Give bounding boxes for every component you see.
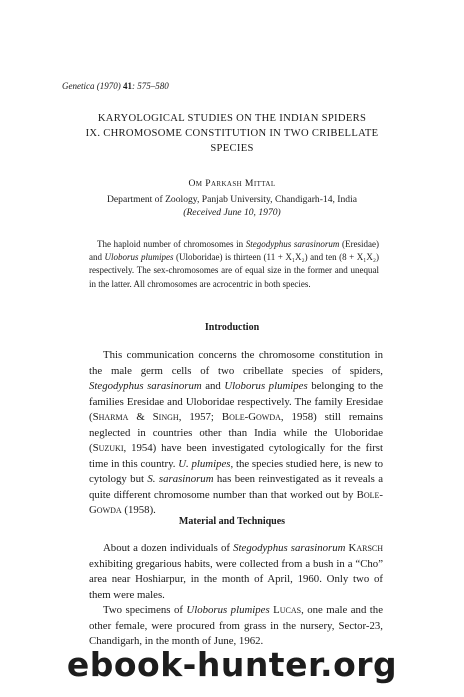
title-line-2: IX. CHROMOSOME CONSTITUTION IN TWO CRIBELLATE: [85, 128, 379, 139]
article-title: [0, 111, 464, 156]
methods-body: [89, 541, 383, 650]
species-name: Uloborus plumipes: [104, 252, 174, 263]
species-name: U. plumipes: [178, 457, 231, 470]
abstract-text: (Uloboridae) is thirteen (11 + X₁X₂) and ten (8 + X₁X₂) respectively. The sex-chromosomes are of equal size in the former and unequal in the latter. All chromosomes are acrocentric in both species.: [89, 252, 379, 289]
body-text: , 1954) have been investigated cytologically for the first time in this country.: [89, 442, 383, 470]
journal-name: Genetica: [62, 81, 95, 91]
species-name: Stegodyphus sarasinorum: [233, 542, 346, 554]
body-text: has been reinvestigated as it reveals a quite different chromosome number than that worked out by: [89, 473, 384, 501]
species-name: S. sarasinorum: [147, 473, 214, 485]
author-name: [0, 178, 464, 189]
cited-author: Bole-Gowda: [221, 411, 281, 423]
methods-paragraph-1: [89, 541, 383, 603]
affiliation: [0, 193, 464, 219]
body-text: About a dozen individuals of: [103, 542, 230, 554]
body-text: , 1958) still remains neglected in countries other than India while the Uloboridae (: [89, 411, 383, 454]
body-text: , 1957;: [178, 411, 214, 423]
cited-author: Karsch: [348, 542, 384, 554]
body-text: , one male and the other female, were procured from grass in the nursery, Sector-23, Chandigarh, in the month of June, 1962.: [89, 604, 383, 647]
body-text: (1958).: [124, 504, 156, 516]
received-date: [0, 206, 464, 219]
species-name: Stegodyphus sarasinorum: [89, 380, 202, 392]
introduction-paragraph: [89, 348, 383, 519]
cited-author: Suzuki: [92, 442, 124, 454]
abstract-paragraph: [89, 238, 379, 291]
body-text: Two specimens of: [103, 604, 183, 616]
citation: [62, 81, 169, 91]
watermark-logo: ebook-hunter.org: [66, 645, 398, 684]
section-heading-methods: Material and Techniques: [178, 516, 286, 527]
title-line-1: KARYOLOGICAL STUDIES ON THE INDIAN SPIDERS: [97, 113, 367, 124]
body-text: , the species studied here, is new to cytology but: [89, 457, 383, 485]
received-text: (Received June 10, 1970): [183, 207, 281, 218]
species-name: Stegodyphus sarasinorum: [245, 239, 340, 249]
body-text: exhibiting gregarious habits, were collected from a bush in a “Cho” area near Hoshiarpur, in the month of April, 1960. Only two of them were males.: [89, 557, 383, 601]
journal-volume: 41: [122, 81, 132, 91]
body-text: This communication concerns the chromosome constitution in the male germ cells of two cribellate species of spiders,: [89, 349, 383, 377]
title-line-3: SPECIES: [210, 143, 254, 154]
body-text: and: [205, 380, 221, 392]
species-name: Uloborus plumipes: [224, 380, 308, 392]
journal-year: (1970): [96, 81, 121, 91]
abstract-text: The haploid number of chromosomes in: [97, 239, 244, 249]
department: Department of Zoology, Panjab University, Chandigarh-14, India: [107, 194, 357, 205]
author-name-text: Om Parkash Mittal: [188, 178, 276, 189]
abstract: [89, 238, 379, 291]
cited-author: Bole-Gowda: [89, 488, 383, 516]
cited-author: Lucas: [273, 604, 302, 616]
abstract-text: (Eresidae) and: [89, 239, 380, 263]
species-name: Uloborus plumipes: [186, 604, 270, 616]
section-heading-introduction: Introduction: [204, 322, 260, 333]
journal-pages: : 575–580: [131, 81, 169, 91]
body-text: belonging to the families Eresidae and Uloboridae respectively. The family Eresidae (: [89, 380, 384, 423]
cited-author: Sharma & Singh: [92, 411, 179, 423]
introduction-body: [89, 348, 383, 519]
methods-paragraph-2: [89, 603, 383, 650]
